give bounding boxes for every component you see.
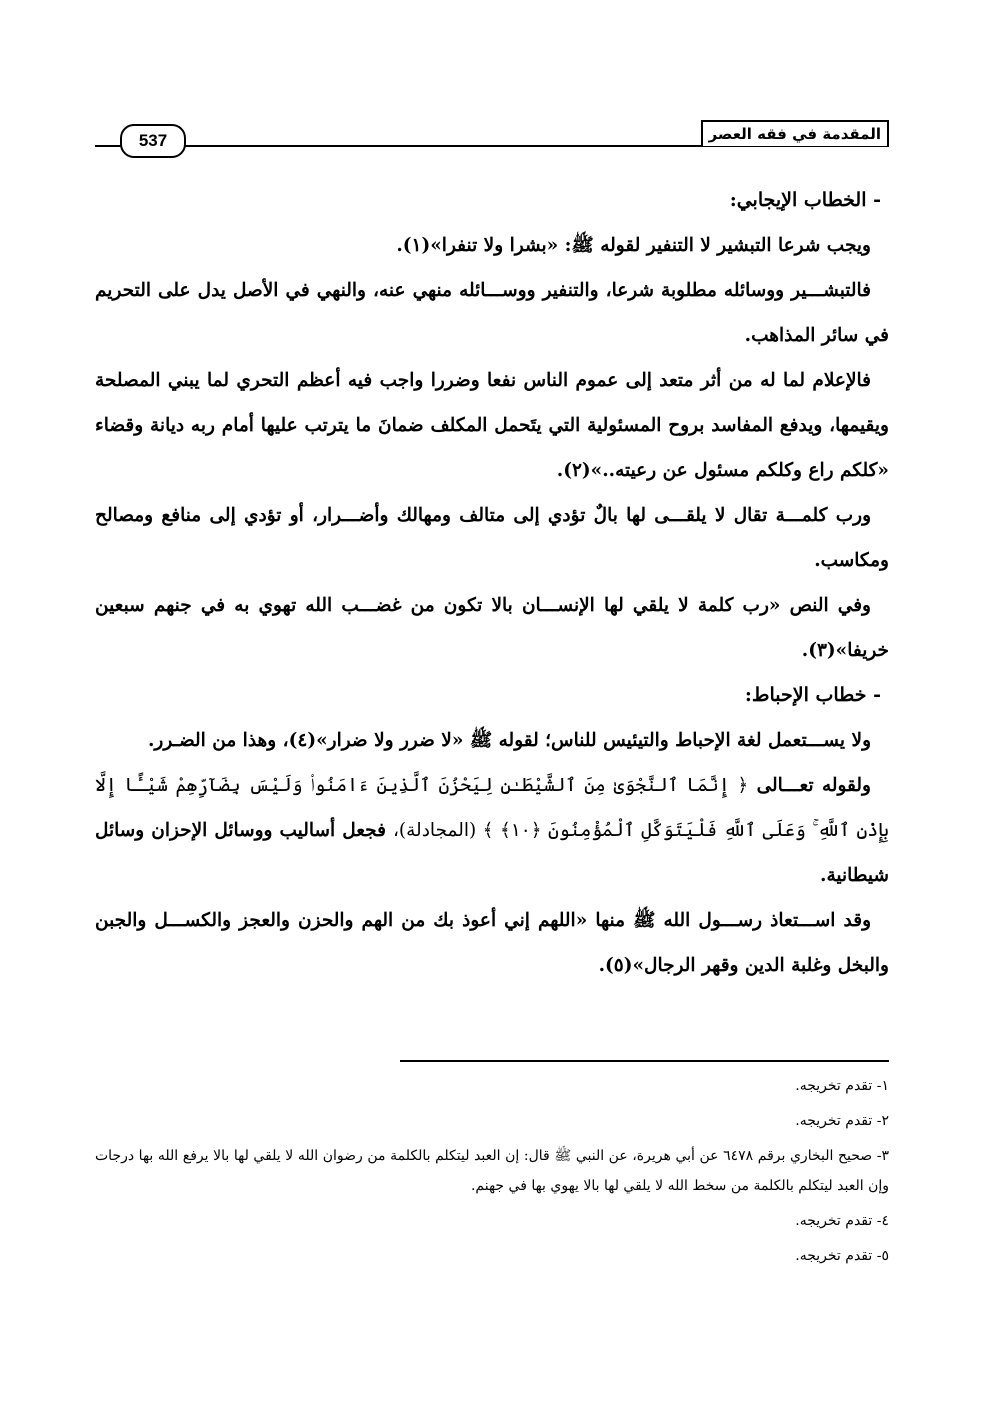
paragraph-8: وقد اســـتعاذ رســـول الله ﷺ منها «اللهم إني أعوذ بك من الهم والحزن والعجز والكســـل والجبن والبخل وغلبة الدين وقهر الرجال»(٥). [95, 910, 889, 976]
paragraph-3: فالإعلام لما له من أثر متعد إلى عموم الناس نفعا وضررا واجب فيه أعظم التحري لما يبني المصلحة ويقيمها، ويدفع المفاسد بروح المسئولية التي يتَحمل المكلف ضمانَ ما يترتب عليها أمام ربه ديانة وقضاء «كلكم راع وكلكم مسئول عن رعيته..»(٢). [95, 370, 889, 481]
paragraph-4: ورب كلمـــة تقال لا يلقـــى لها بالٌ تؤدي إلى متالف ومهالك وأضـــرار، أو تؤدي إلى منافع ومصالح ومكاسب. [95, 505, 889, 571]
paragraph-7-intro: ولقوله تعـــالى [756, 775, 871, 796]
footnote-2: ٢- تقدم تخريجه. [795, 1113, 889, 1129]
footnote-4: ٤- تقدم تخريجه. [795, 1213, 889, 1229]
footnote-5: ٥- تقدم تخريجه. [795, 1248, 889, 1264]
footnote-1: ١- تقدم تخريجه. [795, 1078, 889, 1094]
footnote-3: ٣- صحيح البخاري برقم ٦٤٧٨ عن أبي هريرة، عن النبي ﷺ قال: إن العبد ليتكلم بالكلمة من رضوان الله لا يلقي لها بالا يرفع الله بها درجات وإن العبد ليتكلم بالكلمة من سخط الله لا يلقي لها بالا يهوي بها في جهنم. [95, 1148, 889, 1194]
footnotes [95, 1071, 889, 1276]
paragraph-6: ولا يســـتعمل لغة الإحباط والتيئيس للناس؛ لقوله ﷺ «لا ضرر ولا ضرار»(٤)، وهذا من الضـرر. [147, 730, 871, 751]
heading-frustration-discourse: - خطاب الإحباط: [744, 684, 881, 706]
paragraph-2: فالتبشـــير ووسائله مطلوبة شرعا، والتنفير ووســـائله منهي عنه، والنهي في الأصل يدل على التحريم في سائر المذاهب. [95, 280, 889, 346]
paragraph-1: ويجب شرعا التبشير لا التنفير لقوله ﷺ: «بشرا ولا تنفرا»(١). [396, 235, 871, 256]
quran-verse: ﴿ إِنَّمَا ٱلنَّجْوَىٰ مِنَ ٱلشَّيْطَـٰنِ لِيَحْزُنَ ٱلَّذِينَ ءَامَنُوا۟ وَلَيْسَ بِضَآرِّهِمْ شَيْـًٔا إِلَّا بِإِذْنِ ٱللَّهِ ۚ وَعَلَى ٱللَّهِ فَلْيَتَوَكَّلِ ٱلْمُؤْمِنُونَ ﴿١٠﴾ ﴾ (المجادلة)، [95, 775, 889, 841]
page-number: 537 [120, 124, 186, 158]
heading-positive-discourse: - الخطاب الإيجابي: [729, 189, 881, 211]
main-text [95, 178, 889, 988]
running-title: المقدمة في فقه العصر [701, 120, 889, 146]
footnote-rule [400, 1060, 889, 1062]
paragraph-7-tail: فجعل أساليب ووسائل الإحزان وسائل شيطانية. [95, 820, 889, 886]
paragraph-7 [95, 763, 889, 898]
paragraph-5: وفي النص «رب كلمة لا يلقي لها الإنســـان بالا تكون من غضـــب الله تهوي به في جنهم سبعين خريفا»(٣). [95, 595, 889, 661]
